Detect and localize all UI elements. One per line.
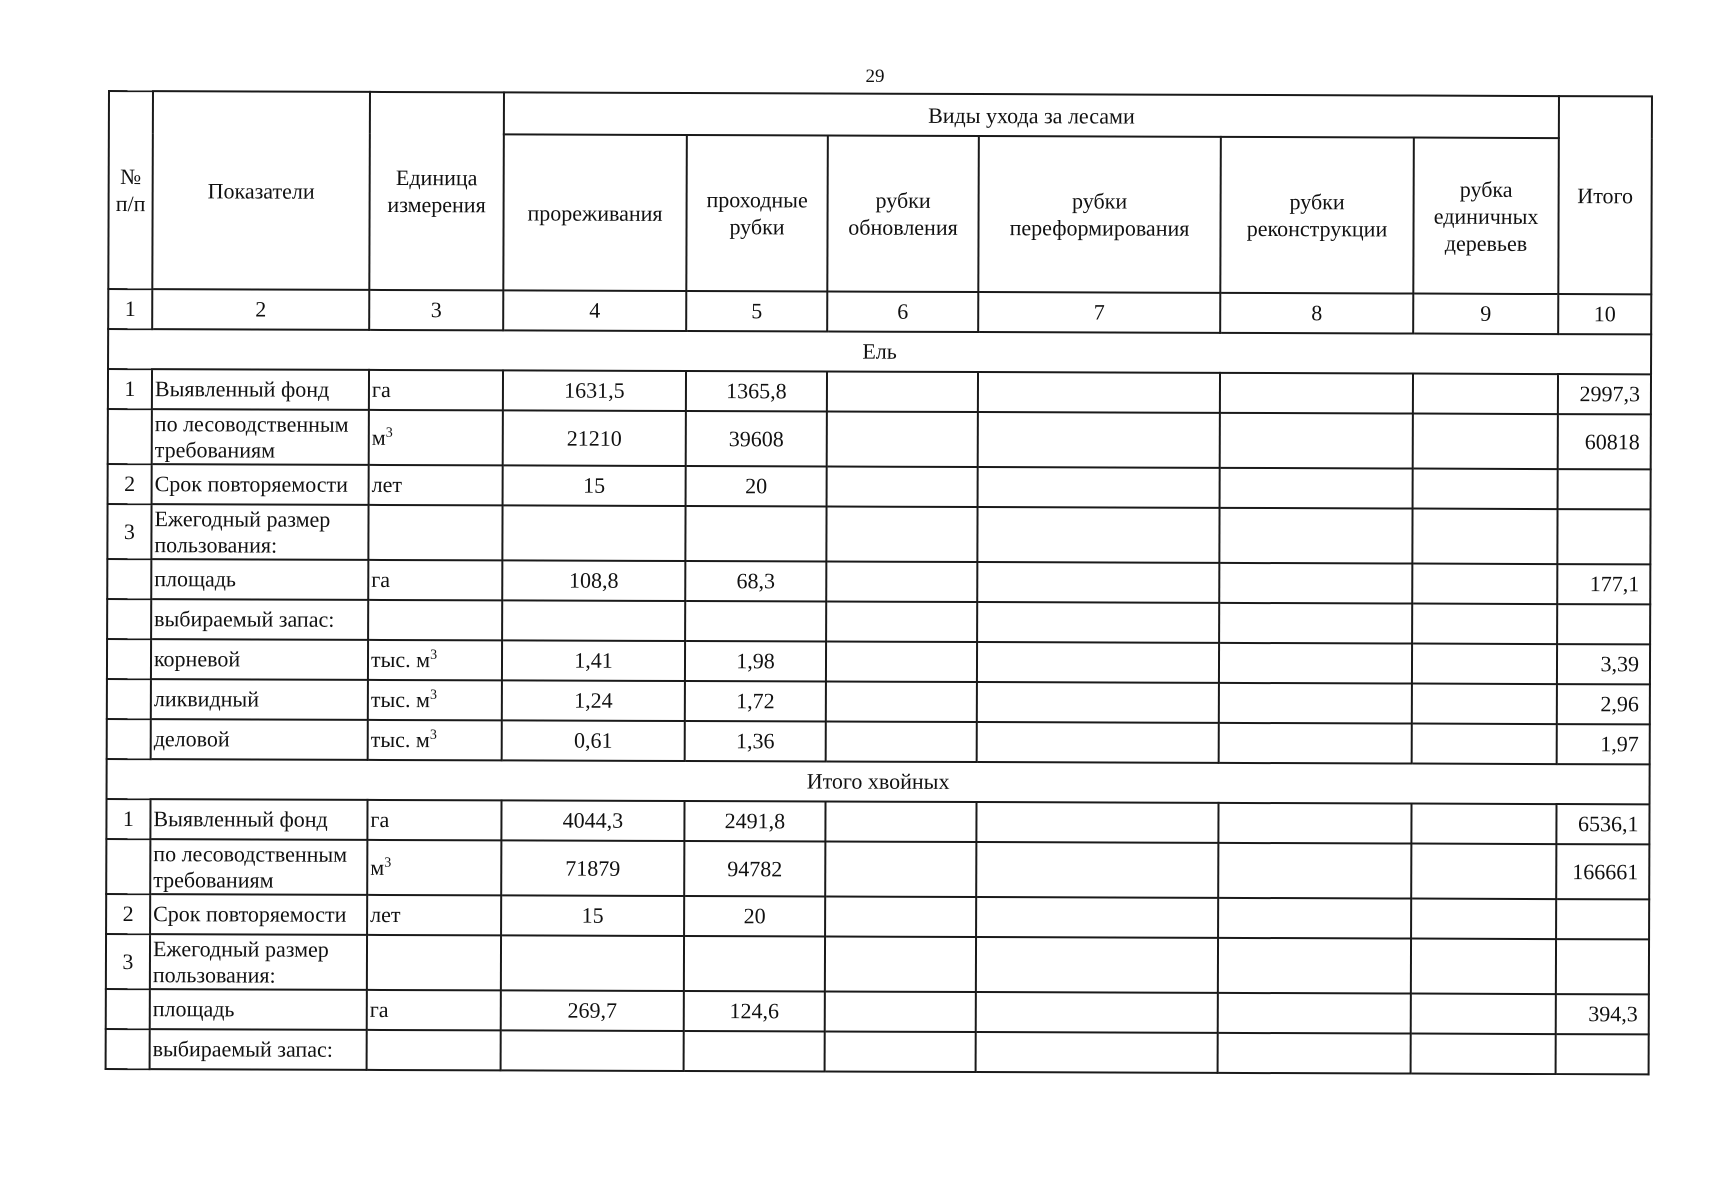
table-row	[106, 989, 1649, 1034]
header-unit: Единица измерения	[369, 92, 504, 290]
reformation-cutting-value	[976, 937, 1218, 993]
unit-superscript: 3	[430, 647, 438, 663]
table-row	[107, 639, 1650, 684]
row-indicator: выбираемый запас:	[150, 1029, 367, 1070]
reformation-cutting-value	[976, 897, 1218, 938]
reformation-cutting-value	[977, 642, 1219, 683]
reconstruction-cutting-value	[1220, 468, 1413, 509]
table-row	[106, 934, 1649, 994]
table-row	[107, 679, 1650, 724]
reconstruction-cutting-value	[1220, 373, 1413, 414]
row-indicator: по лесоводственным требованиям	[152, 409, 369, 465]
row-unit	[368, 505, 502, 560]
reformation-cutting-value	[976, 992, 1218, 1033]
passage-cutting-value: 2491,8	[684, 801, 825, 841]
reconstruction-cutting-value	[1219, 508, 1412, 564]
single-tree-cutting-value	[1413, 414, 1558, 470]
table-row	[107, 599, 1650, 644]
total-value: 2,96	[1557, 684, 1650, 724]
column-number: 10	[1558, 294, 1651, 334]
section-title: Итого хвойных	[107, 759, 1650, 804]
section-row	[108, 329, 1651, 374]
reformation-cutting-value	[977, 682, 1219, 723]
row-unit: лет	[367, 895, 501, 935]
header-num: № п/п	[108, 91, 153, 289]
unit-superscript: 3	[429, 727, 437, 743]
thinning-value	[501, 935, 684, 991]
unit-superscript: 3	[385, 425, 393, 441]
passage-cutting-value	[684, 936, 825, 991]
table-row	[106, 799, 1649, 844]
reformation-cutting-value	[976, 1032, 1218, 1073]
passage-cutting-value: 20	[686, 466, 827, 506]
header-row-group	[109, 91, 1652, 138]
row-indicator: Выявленный фонд	[152, 369, 369, 410]
reformation-cutting-value	[976, 842, 1218, 898]
reformation-cutting-value	[978, 467, 1220, 508]
single-tree-cutting-value	[1411, 899, 1556, 940]
thinning-value: 21210	[503, 410, 686, 466]
header-single-tree-cutting: рубка единичных деревьев	[1413, 138, 1559, 295]
row-number: 1	[106, 799, 150, 839]
row-number	[107, 559, 151, 599]
single-tree-cutting-value	[1412, 564, 1557, 605]
thinning-value: 71879	[501, 840, 684, 896]
row-unit: га	[367, 800, 501, 840]
row-unit	[367, 935, 501, 990]
thinning-value: 1,24	[502, 680, 685, 721]
total-value	[1556, 899, 1649, 939]
table-body	[106, 91, 1652, 1074]
single-tree-cutting-value	[1412, 644, 1557, 685]
passage-cutting-value: 1,72	[685, 681, 826, 721]
forest-care-table	[105, 90, 1653, 1075]
row-number: 2	[106, 894, 150, 934]
column-number: 4	[503, 290, 686, 331]
column-number-row	[108, 289, 1651, 334]
table-row	[106, 1029, 1649, 1074]
reconstruction-cutting-value	[1219, 643, 1412, 684]
reformation-cutting-value	[978, 412, 1220, 468]
column-number: 8	[1220, 293, 1413, 334]
total-value: 60818	[1558, 414, 1651, 469]
thinning-value: 269,7	[501, 990, 684, 1031]
renewal-cutting-value	[827, 467, 978, 508]
total-value: 2997,3	[1558, 374, 1651, 414]
unit-superscript: 3	[384, 855, 392, 871]
renewal-cutting-value	[826, 507, 977, 563]
row-number	[106, 1029, 150, 1069]
row-number	[107, 639, 151, 679]
thinning-value: 0,61	[502, 720, 685, 761]
reconstruction-cutting-value	[1219, 563, 1412, 604]
renewal-cutting-value	[825, 937, 976, 993]
table-row	[108, 369, 1651, 414]
reformation-cutting-value	[977, 722, 1219, 763]
passage-cutting-value	[685, 506, 826, 561]
passage-cutting-value: 1,36	[685, 721, 826, 761]
table-row	[106, 839, 1649, 899]
row-unit: тыс. $м^3$	[368, 720, 502, 760]
table-row	[108, 464, 1651, 509]
single-tree-cutting-value	[1411, 994, 1556, 1035]
row-number	[107, 599, 151, 639]
passage-cutting-value: 1365,8	[686, 371, 827, 411]
row-number	[106, 839, 150, 894]
row-indicator: площадь	[151, 559, 368, 600]
reconstruction-cutting-value	[1218, 898, 1411, 939]
header-renewal-cutting: рубки обновления	[827, 136, 979, 293]
column-number: 1	[108, 289, 152, 329]
header-reformation-cutting: рубки переформирования	[978, 136, 1221, 293]
row-unit: тыс. $м^3$	[368, 640, 502, 680]
renewal-cutting-value	[826, 562, 977, 603]
table-row	[107, 559, 1650, 604]
reconstruction-cutting-value	[1219, 723, 1412, 764]
row-unit: лет	[369, 465, 503, 505]
single-tree-cutting-value	[1411, 844, 1556, 900]
row-unit	[368, 600, 502, 640]
column-number: 2	[152, 289, 369, 330]
total-value: 394,3	[1556, 994, 1649, 1034]
reformation-cutting-value	[978, 372, 1220, 413]
passage-cutting-value: 39608	[686, 411, 827, 466]
column-number: 5	[686, 291, 827, 331]
row-indicator: по лесоводственным требованиям	[150, 839, 367, 895]
thinning-value: 15	[503, 465, 686, 506]
reconstruction-cutting-value	[1219, 683, 1412, 724]
row-unit: $м^3$	[369, 410, 503, 465]
passage-cutting-value	[685, 601, 826, 641]
reconstruction-cutting-value	[1218, 803, 1411, 844]
row-number	[108, 409, 152, 464]
single-tree-cutting-value	[1413, 469, 1558, 510]
total-value: 6536,1	[1556, 804, 1649, 844]
reconstruction-cutting-value	[1218, 1033, 1411, 1074]
unit-superscript: 3	[429, 687, 438, 703]
thinning-value: 1,41	[502, 640, 685, 681]
reformation-cutting-value	[976, 802, 1218, 843]
row-unit: га	[368, 560, 502, 600]
header-indicator: Показатели	[152, 91, 370, 290]
row-number: 1	[108, 369, 152, 409]
row-indicator: Выявленный фонд	[150, 799, 367, 840]
header-passage-cutting: проходные рубки	[686, 135, 828, 291]
column-number: 3	[369, 290, 503, 330]
single-tree-cutting-value	[1412, 509, 1557, 565]
row-number	[107, 719, 151, 759]
reconstruction-cutting-value	[1219, 603, 1412, 644]
column-number: 9	[1413, 294, 1558, 335]
row-number: 3	[107, 504, 151, 559]
row-indicator: Срок повторяемости	[152, 464, 369, 505]
renewal-cutting-value	[825, 802, 976, 843]
renewal-cutting-value	[827, 372, 978, 413]
reconstruction-cutting-value	[1218, 843, 1411, 899]
total-value: 166661	[1556, 844, 1649, 899]
passage-cutting-value: 20	[684, 896, 825, 936]
table-row	[106, 894, 1649, 939]
row-indicator: деловой	[151, 719, 368, 760]
renewal-cutting-value	[826, 602, 977, 643]
column-number: 7	[978, 292, 1220, 333]
thinning-value	[501, 1030, 684, 1071]
row-indicator: корневой	[151, 639, 368, 680]
header-thinning: прореживания	[503, 134, 687, 291]
page-number: 29	[865, 66, 885, 87]
table-row	[108, 409, 1651, 469]
passage-cutting-value	[684, 1031, 825, 1071]
single-tree-cutting-value	[1412, 684, 1557, 725]
forest-care-table-sheet	[105, 90, 1653, 1075]
row-unit	[367, 1030, 501, 1070]
reconstruction-cutting-value	[1218, 993, 1411, 1034]
single-tree-cutting-value	[1412, 604, 1557, 645]
header-total: Итого	[1558, 96, 1652, 294]
row-indicator: выбираемый запас:	[151, 599, 368, 640]
thinning-value: 4044,3	[501, 800, 684, 841]
total-value	[1557, 604, 1650, 644]
renewal-cutting-value	[825, 992, 976, 1033]
passage-cutting-value: 1,98	[685, 641, 826, 681]
total-value	[1556, 1034, 1649, 1074]
row-number: 2	[108, 464, 152, 504]
column-number: 6	[827, 292, 978, 333]
passage-cutting-value: 124,6	[684, 991, 825, 1031]
row-number	[107, 679, 151, 719]
thinning-value	[502, 505, 685, 561]
renewal-cutting-value	[826, 722, 977, 763]
thinning-value: 15	[501, 895, 684, 936]
total-value	[1557, 509, 1650, 564]
total-value	[1558, 469, 1651, 509]
passage-cutting-value: 94782	[684, 841, 825, 896]
renewal-cutting-value	[826, 682, 977, 723]
renewal-cutting-value	[827, 412, 978, 468]
renewal-cutting-value	[826, 642, 977, 683]
section-row	[107, 759, 1650, 804]
header-reconstruction-cutting: рубки реконструкции	[1220, 137, 1414, 294]
reconstruction-cutting-value	[1220, 413, 1413, 469]
single-tree-cutting-value	[1411, 1034, 1556, 1075]
total-value	[1556, 939, 1649, 994]
thinning-value: 108,8	[502, 560, 685, 601]
row-unit: тыс. $м^3$	[368, 680, 502, 720]
reformation-cutting-value	[977, 562, 1219, 603]
row-indicator: Ежегодный размер пользования:	[151, 504, 368, 560]
row-indicator: ликвидный	[151, 679, 368, 720]
row-unit: $м^3$	[367, 840, 501, 895]
row-number	[106, 989, 150, 1029]
thinning-value	[502, 600, 685, 641]
row-unit: га	[367, 990, 501, 1030]
row-indicator: Ежегодный размер пользования:	[150, 934, 367, 990]
single-tree-cutting-value	[1411, 939, 1556, 995]
reformation-cutting-value	[977, 507, 1219, 563]
table-row	[107, 719, 1650, 764]
renewal-cutting-value	[825, 897, 976, 938]
single-tree-cutting-value	[1412, 724, 1557, 765]
header-care-types: Виды ухода за лесами	[504, 92, 1559, 138]
passage-cutting-value: 68,3	[685, 561, 826, 601]
row-indicator: Срок повторяемости	[150, 894, 367, 935]
renewal-cutting-value	[825, 842, 976, 898]
single-tree-cutting-value	[1411, 804, 1556, 845]
total-value: 1,97	[1557, 724, 1650, 764]
section-title: Ель	[108, 329, 1651, 374]
table-row	[107, 504, 1650, 564]
reconstruction-cutting-value	[1218, 938, 1411, 994]
renewal-cutting-value	[825, 1032, 976, 1073]
row-unit: га	[369, 370, 503, 410]
total-value: 3,39	[1557, 644, 1650, 684]
single-tree-cutting-value	[1413, 374, 1558, 415]
thinning-value: 1631,5	[503, 370, 686, 411]
total-value: 177,1	[1557, 564, 1650, 604]
reformation-cutting-value	[977, 602, 1219, 643]
row-indicator: площадь	[150, 989, 367, 1030]
row-number: 3	[106, 934, 150, 989]
